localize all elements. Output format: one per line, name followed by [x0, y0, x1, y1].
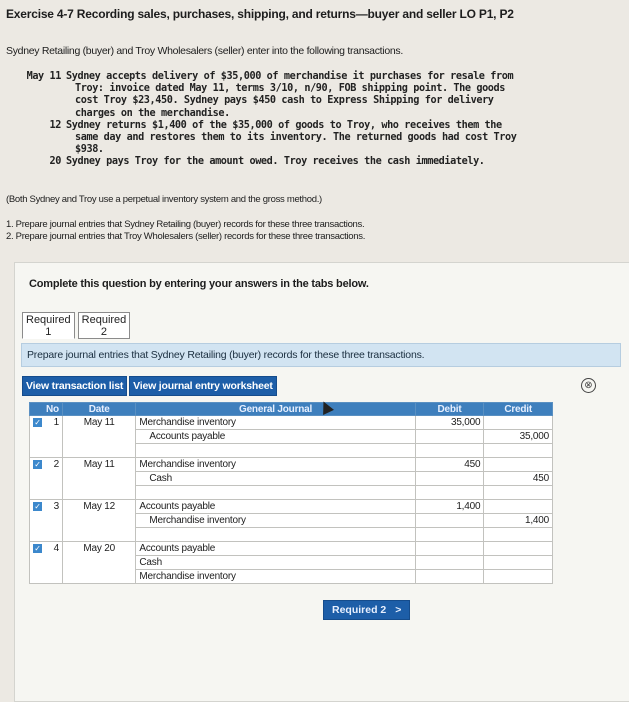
tab-required-1[interactable] — [22, 312, 75, 339]
table-row[interactable] — [30, 500, 553, 514]
credit-cell[interactable] — [484, 500, 553, 514]
credit-cell[interactable] — [484, 556, 553, 570]
tab-label: Required — [26, 314, 71, 326]
entry-date: May 20 — [62, 542, 135, 584]
account-cell[interactable]: Merchandise inventory — [136, 458, 415, 472]
transaction-line: $938. — [75, 144, 104, 156]
edit-check-icon[interactable]: ✓ — [34, 544, 41, 553]
debit-cell[interactable] — [415, 570, 484, 584]
transaction-date: May 11 — [26, 71, 61, 82]
entry-no: 4 — [53, 543, 59, 554]
prompt-bar — [21, 343, 621, 367]
account-cell[interactable] — [136, 486, 415, 500]
account-cell[interactable]: Accounts payable — [136, 500, 415, 514]
transaction-line: Sydney returns $1,400 of the $35,000 of goods to Troy, who receives them the — [66, 119, 502, 131]
edit-check-icon[interactable]: ✓ — [34, 418, 41, 427]
next-button-label: Required 2 — [332, 604, 387, 616]
credit-cell[interactable]: 1,400 — [484, 514, 553, 528]
transaction-item — [6, 71, 618, 120]
header-credit: Credit — [484, 403, 553, 416]
header-debit: Debit — [415, 403, 484, 416]
credit-cell[interactable]: 35,000 — [484, 430, 553, 444]
credit-cell[interactable]: 450 — [484, 472, 553, 486]
credit-cell[interactable] — [484, 444, 553, 458]
entry-date: May 11 — [62, 416, 135, 458]
entry-no: 1 — [53, 417, 59, 428]
transaction-line: same day and restores them to its inventory. The returned goods had cost Troy — [75, 132, 517, 144]
debit-cell[interactable] — [415, 528, 484, 542]
credit-cell[interactable] — [484, 458, 553, 472]
edit-check-icon[interactable]: ✓ — [34, 502, 41, 511]
intro-text: Sydney Retailing (buyer) and Troy Wholesalers (seller) enter into the following transactions. — [6, 45, 403, 57]
account-name: Merchandise inventory — [149, 515, 246, 526]
debit-cell[interactable] — [415, 556, 484, 570]
tab-label: Required — [81, 314, 127, 326]
debit-cell[interactable]: 450 — [415, 458, 484, 472]
account-cell[interactable]: Accounts payable — [136, 542, 415, 556]
journal-header-row — [30, 403, 553, 416]
view-journal-worksheet-button[interactable]: View journal entry worksheet — [129, 376, 277, 396]
transactions-block — [6, 71, 618, 169]
account-cell[interactable]: Merchandise inventory — [136, 416, 415, 430]
entry-no-cell — [30, 416, 63, 458]
transaction-item — [6, 120, 618, 157]
entry-no: 2 — [53, 459, 59, 470]
close-icon[interactable]: ⊗ — [581, 378, 596, 393]
transaction-line: Troy: invoice dated May 11, terms 3/10, n/90, FOB shipping point. The goods — [75, 83, 506, 95]
requirements-list — [6, 219, 365, 242]
debit-cell[interactable] — [415, 444, 484, 458]
transaction-line: charges on the merchandise. — [75, 107, 230, 119]
transaction-line: Sydney pays Troy for the amount owed. Troy receives the cash immediately. — [66, 156, 485, 168]
entry-no-cell — [30, 542, 63, 584]
transaction-date: 12 — [49, 119, 61, 131]
exercise-title: Exercise 4-7 Recording sales, purchases, shipping, and returns—buyer and seller LO P1, P2 — [6, 7, 514, 21]
prompt-text: Prepare journal entries that Sydney Retailing (buyer) records for these three transactions. — [27, 349, 425, 361]
transaction-line: Sydney accepts delivery of $35,000 of merchandise it purchases for resale from — [66, 71, 514, 82]
account-cell[interactable]: Cash — [136, 556, 415, 570]
edit-check-icon[interactable]: ✓ — [34, 460, 41, 469]
requirement-item: 1. Prepare journal entries that Sydney Retailing (buyer) records for these three transactions. — [6, 219, 365, 230]
entry-date: May 12 — [62, 500, 135, 542]
view-transaction-list-button[interactable]: View transaction list — [22, 376, 127, 396]
account-cell[interactable] — [136, 472, 415, 486]
entry-no-cell — [30, 500, 63, 542]
entry-date: May 11 — [62, 458, 135, 500]
tab-number: 1 — [45, 326, 52, 338]
chevron-right-icon: > — [395, 604, 402, 616]
entry-no: 3 — [53, 501, 59, 512]
transaction-line: cost Troy $23,450. Sydney pays $450 cash to Express Shipping for delivery — [75, 95, 494, 107]
debit-cell[interactable] — [415, 542, 484, 556]
account-cell[interactable] — [136, 444, 415, 458]
debit-cell[interactable] — [415, 486, 484, 500]
debit-cell[interactable] — [415, 430, 484, 444]
account-cell[interactable] — [136, 430, 415, 444]
account-cell[interactable]: Merchandise inventory — [136, 570, 415, 584]
credit-cell[interactable] — [484, 416, 553, 430]
transaction-item — [6, 156, 618, 168]
header-no: No — [30, 403, 63, 416]
credit-cell[interactable] — [484, 570, 553, 584]
credit-cell[interactable] — [484, 542, 553, 556]
debit-cell[interactable]: 1,400 — [415, 500, 484, 514]
credit-cell[interactable] — [484, 486, 553, 500]
tab-required-2[interactable] — [78, 312, 131, 339]
table-row[interactable] — [30, 542, 553, 556]
transaction-date: 20 — [49, 156, 61, 168]
account-name: Cash — [149, 473, 172, 484]
table-row[interactable] — [30, 416, 553, 430]
header-general-journal: General Journal — [136, 403, 415, 416]
table-row[interactable] — [30, 458, 553, 472]
entry-no-cell — [30, 458, 63, 500]
account-cell[interactable] — [136, 514, 415, 528]
account-name: Accounts payable — [149, 431, 226, 442]
journal-table — [29, 402, 553, 584]
view-buttons — [22, 376, 277, 396]
requirement-item: 2. Prepare journal entries that Troy Wholesalers (seller) records for these three transactions. — [6, 230, 366, 242]
debit-cell[interactable] — [415, 472, 484, 486]
tab-number: 2 — [100, 326, 108, 338]
credit-cell[interactable] — [484, 528, 553, 542]
debit-cell[interactable]: 35,000 — [415, 416, 484, 430]
method-note: (Both Sydney and Troy use a perpetual inventory system and the gross method.) — [6, 194, 322, 205]
next-required-2-button[interactable] — [323, 600, 410, 620]
question-panel — [14, 262, 629, 702]
account-cell[interactable] — [136, 528, 415, 542]
debit-cell[interactable] — [415, 514, 484, 528]
header-date: Date — [62, 403, 135, 416]
instruction-text: Complete this question by entering your answers in the tabs below. — [29, 278, 369, 290]
requirement-tabs — [22, 312, 130, 339]
